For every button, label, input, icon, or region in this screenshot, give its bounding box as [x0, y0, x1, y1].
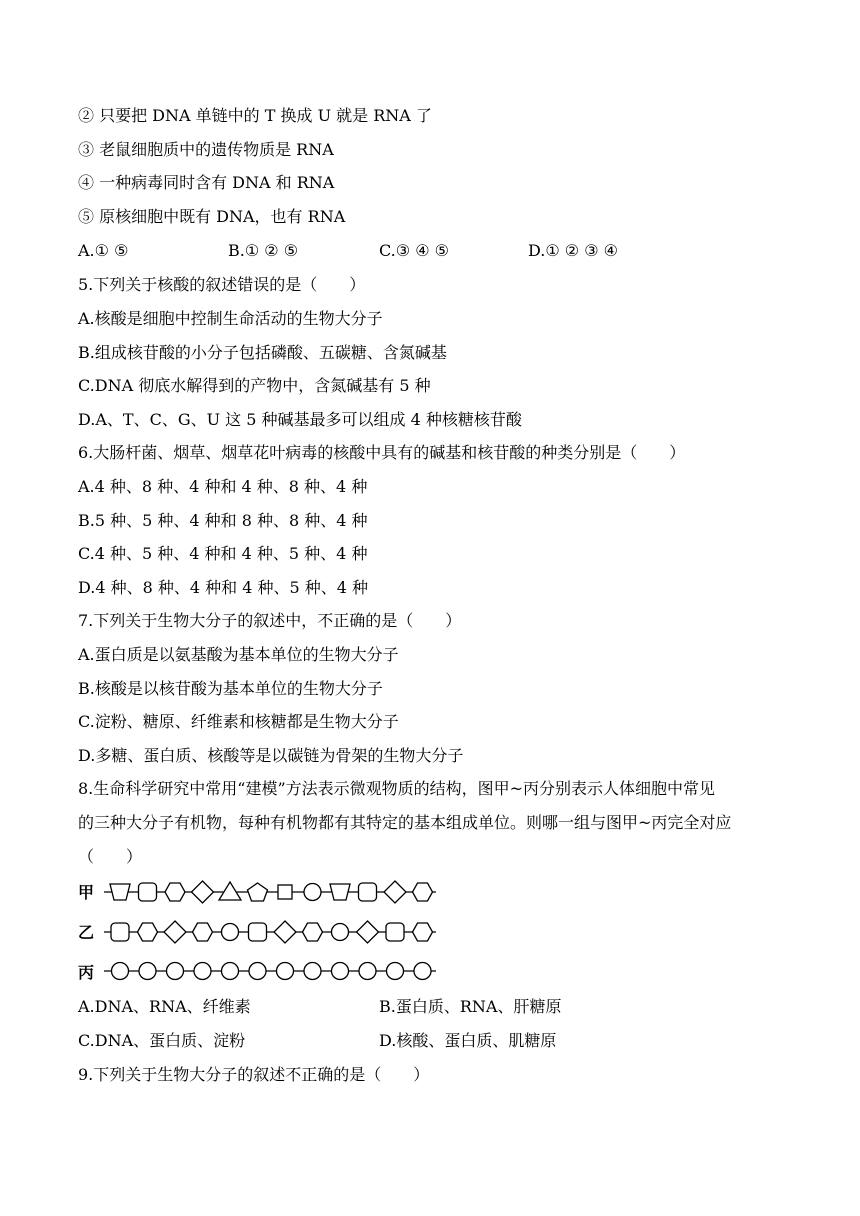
monomer-circle — [222, 924, 239, 941]
monomer-trap — [110, 884, 130, 900]
q4-option-d: D.① ② ③ ④ — [528, 241, 618, 260]
q8-options-row2 — [78, 1030, 798, 1052]
macromolecule-chain-diagram — [78, 878, 478, 988]
monomer-hex — [193, 923, 213, 941]
monomer-diamond — [357, 921, 379, 943]
q5-option-a: A.核酸是细胞中控制生命活动的生物大分子 — [78, 309, 383, 328]
monomer-circle — [277, 963, 294, 980]
q6-option-c: C.4 种、5 种、4 种和 4 种、5 种、4 种 — [78, 544, 368, 563]
monomer-hex — [138, 923, 158, 941]
q6-option-d: D.4 种、8 种、4 种和 4 种、5 种、4 种 — [78, 578, 369, 597]
monomer-hex — [413, 923, 433, 941]
q8-stem-line3: （ ） — [78, 847, 143, 866]
monomer-roundsq — [386, 923, 404, 941]
monomer-pent — [248, 883, 268, 901]
q8-stem-line1: 8.生命科学研究中常用“建模”方法表示微观物质的结构，图甲~丙分别表示人体细胞中常见 — [78, 779, 716, 798]
monomer-circle — [304, 963, 321, 980]
monomer-circle — [222, 963, 239, 980]
monomer-trap — [330, 884, 350, 900]
q4-statement-2: ② 只要把 DNA 单链中的 T 换成 U 就是 RNA 了 — [78, 106, 432, 125]
monomer-hex — [165, 883, 185, 901]
monomer-circle — [249, 963, 266, 980]
q8-option-a: A.DNA、RNA、纤维素 — [78, 997, 251, 1016]
monomer-tri — [219, 882, 241, 900]
monomer-circle — [332, 924, 349, 941]
monomer-diamond — [192, 881, 214, 903]
q6-option-b: B.5 种、5 种、4 种和 8 种、8 种、4 种 — [78, 511, 368, 530]
monomer-circle — [387, 963, 404, 980]
q4-statement-5: ⑤ 原核细胞中既有 DNA，也有 RNA — [78, 207, 346, 226]
monomer-diamond — [384, 881, 406, 903]
q5-option-c: C.DNA 彻底水解得到的产物中，含氮碱基有 5 种 — [78, 376, 431, 395]
monomer-circle — [194, 963, 211, 980]
q6-option-a: A.4 种、8 种、4 种和 4 种、8 种、4 种 — [78, 477, 368, 496]
q5-option-d: D.A、T、C、G、U 这 5 种碱基最多可以组成 4 种核糖核苷酸 — [78, 410, 522, 429]
monomer-diamond — [164, 921, 186, 943]
q5-stem: 5.下列关于核酸的叙述错误的是（ ） — [78, 275, 366, 294]
q4-statement-4: ④ 一种病毒同时含有 DNA 和 RNA — [78, 173, 335, 192]
monomer-roundsq — [111, 923, 129, 941]
q4-option-b: B.① ② ⑤ — [228, 241, 299, 260]
q8-stem-line2: 的三种大分子有机物，每种有机物都有其特定的基本组成单位。则哪一组与图甲~丙完全对应 — [78, 813, 732, 832]
q6-stem: 6.大肠杆菌、烟草、烟草花叶病毒的核酸中具有的碱基和核苷酸的种类分别是（ ） — [78, 443, 686, 462]
monomer-sq — [278, 885, 292, 899]
q7-option-b: B.核酸是以核苷酸为基本单位的生物大分子 — [78, 679, 383, 698]
q7-option-d: D.多糖、蛋白质、核酸等是以碳链为骨架的生物大分子 — [78, 746, 464, 765]
q8-options-row1 — [78, 996, 798, 1018]
monomer-roundsq — [359, 883, 377, 901]
q7-option-a: A.蛋白质是以氨基酸为基本单位的生物大分子 — [78, 645, 399, 664]
q4-options — [78, 240, 798, 262]
q7-option-c: C.淀粉、糖原、纤维素和核糖都是生物大分子 — [78, 712, 399, 731]
q9-stem: 9.下列关于生物大分子的叙述不正确的是（ ） — [78, 1065, 430, 1084]
q8-option-b: B.蛋白质、RNA、肝糖原 — [379, 997, 562, 1016]
q5-option-b: B.组成核苷酸的小分子包括磷酸、五碳糖、含氮碱基 — [78, 343, 447, 362]
q8-option-c: C.DNA、蛋白质、淀粉 — [78, 1031, 246, 1050]
figure-label-yi: 乙 — [78, 923, 95, 942]
monomer-roundsq — [139, 883, 157, 901]
monomer-diamond — [274, 921, 296, 943]
figure-label-bing: 丙 — [78, 963, 95, 982]
monomer-hex — [413, 883, 433, 901]
monomer-roundsq — [249, 923, 267, 941]
figure-label-jia: 甲 — [78, 883, 95, 902]
q8-figure — [78, 878, 478, 988]
monomer-circle — [112, 963, 129, 980]
q4-option-c: C.③ ④ ⑤ — [379, 241, 449, 260]
monomer-circle — [332, 963, 349, 980]
monomer-circle — [139, 963, 156, 980]
monomer-circle — [359, 963, 376, 980]
q4-option-a: A.① ⑤ — [78, 241, 129, 260]
monomer-hex — [303, 923, 323, 941]
monomer-circle — [304, 884, 321, 901]
q7-stem: 7.下列关于生物大分子的叙述中，不正确的是（ ） — [78, 611, 462, 630]
monomer-circle — [167, 963, 184, 980]
q4-statement-3: ③ 老鼠细胞质中的遗传物质是 RNA — [78, 140, 334, 159]
monomer-circle — [414, 963, 431, 980]
q8-option-d: D.核酸、蛋白质、肌糖原 — [379, 1031, 557, 1050]
